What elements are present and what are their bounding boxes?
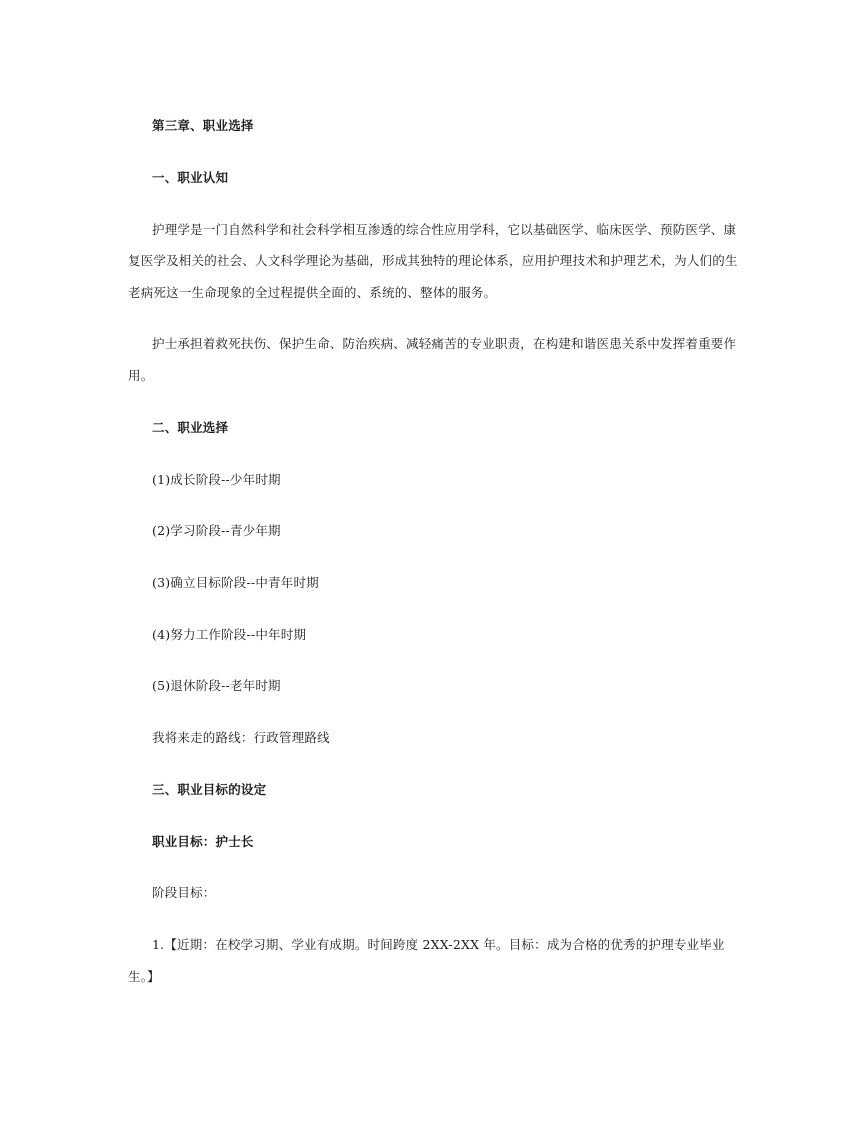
section-heading-goal-setting: 三、职业目标的设定: [152, 782, 267, 797]
stage-goal-label: 阶段目标：: [152, 885, 216, 900]
stage-item: (4)努力工作阶段--中年时期: [152, 627, 307, 642]
paragraph-line: 复医学及相关的社会、人文科学理论为基础，形成其独特的理论体系，应用护理技术和护理艺术，为人们的生: [128, 253, 738, 268]
section-heading-career-awareness: 一、职业认知: [152, 170, 229, 185]
stage-item: (5)退休阶段--老年时期: [152, 678, 281, 693]
section-heading-career-choice: 二、职业选择: [152, 420, 229, 435]
stage-item: (2)学习阶段--青少年期: [152, 523, 281, 538]
goal-item-line: 生。】: [128, 969, 160, 984]
chapter-title: 第三章、职业选择: [152, 118, 254, 133]
stage-item: (1)成长阶段--少年时期: [152, 472, 281, 487]
stage-item: (3)确立目标阶段--中青年时期: [152, 575, 319, 590]
paragraph-line: 用。: [128, 368, 154, 383]
career-goal: 职业目标：护士长: [152, 834, 254, 849]
paragraph-line: 护理学是一门自然科学和社会科学相互渗透的综合性应用学科，它以基础医学、临床医学、预防医学、康: [152, 222, 737, 237]
paragraph-line: 老病死这一生命现象的全过程提供全面的、系统的、整体的服务。: [128, 285, 497, 300]
paragraph-line: 护士承担着救死扶伤、保护生命、防治疾病、减轻痛苦的专业职责，在构建和谐医患关系中发挥着重要作: [152, 336, 737, 351]
goal-item-line: 1.【近期：在校学习期、学业有成期。时间跨度 2XX-2XX 年。目标：成为合格的优秀的护理专业毕业: [152, 937, 725, 952]
career-route: 我将来走的路线：行政管理路线: [152, 730, 330, 745]
